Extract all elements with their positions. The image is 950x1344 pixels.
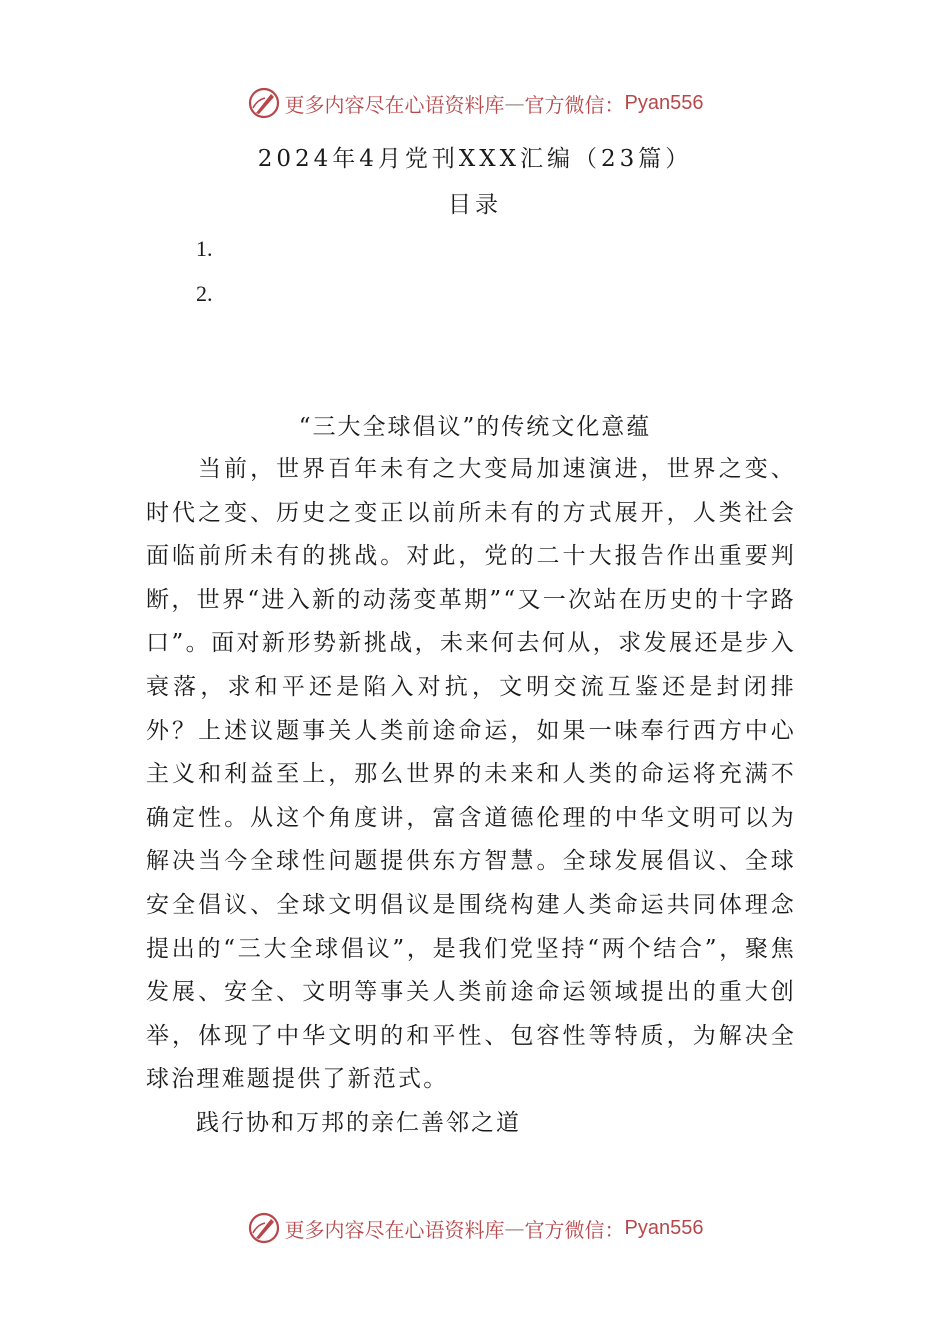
quill-logo-icon (247, 86, 281, 120)
toc-heading: 目录 (448, 192, 502, 218)
header-watermark-banner (0, 83, 950, 123)
banner-wechat-label: 官方微信： (524, 1217, 625, 1242)
body-paragraph: 当前，世界百年未有之大变局加速演进，世界之变、时代之变、历史之变正以前所未有的方式展开，人类社会面临前所未有的挑战。对此，党的二十大报告作出重要判断，世界“进入新的动荡变革期”“又一次站在历史的十字路口”。面对新形势新挑战，未来何去何从，求发展还是步入衰落，求和平还是陷入对抗，文明交流互鉴还是封闭排外？上述议题事关人类前途命运，如果一味奉行西方中心主义和利益至上，那么世界的未来和人类的命运将充满不确定性。从这个角度讲，富含道德伦理的中华文明可以为解决当今全球性问题提供东方智慧。全球发展倡议、全球安全倡议、全球文明倡议是围绕构建人类命运共同体理念提出的“三大全球倡议”，是我们党坚持“两个结合”，聚焦发展、安全、文明等事关人类前途命运领域提出的重大创举，体现了中华文明的和平性、包容性等特质，为解决全球治理难题提供了新范式。 (146, 456, 796, 1093)
toc-item-2[interactable]: 2. (196, 281, 213, 306)
section-subheading: 践行协和万邦的亲仁善邻之道 (196, 1110, 521, 1136)
banner-text: 更多内容尽在心语资料库 (284, 1217, 505, 1242)
toc-item-1[interactable]: 1. (196, 236, 213, 261)
banner-separator: — (504, 1216, 525, 1240)
article-title: “三大全球倡议”的传统文化意蕴 (298, 414, 652, 440)
banner-wechat-label: 官方微信： (524, 92, 625, 117)
banner-text: 更多内容尽在心语资料库 (284, 92, 505, 117)
banner-separator: — (504, 91, 525, 115)
document-title: 2024年4月党刊XXX汇编（23篇） (257, 146, 693, 172)
banner-wechat-id: Pyan556 (624, 91, 704, 114)
banner-wechat-id: Pyan556 (624, 1216, 704, 1239)
quill-logo-icon (247, 1211, 281, 1245)
footer-watermark-banner (0, 1208, 950, 1248)
